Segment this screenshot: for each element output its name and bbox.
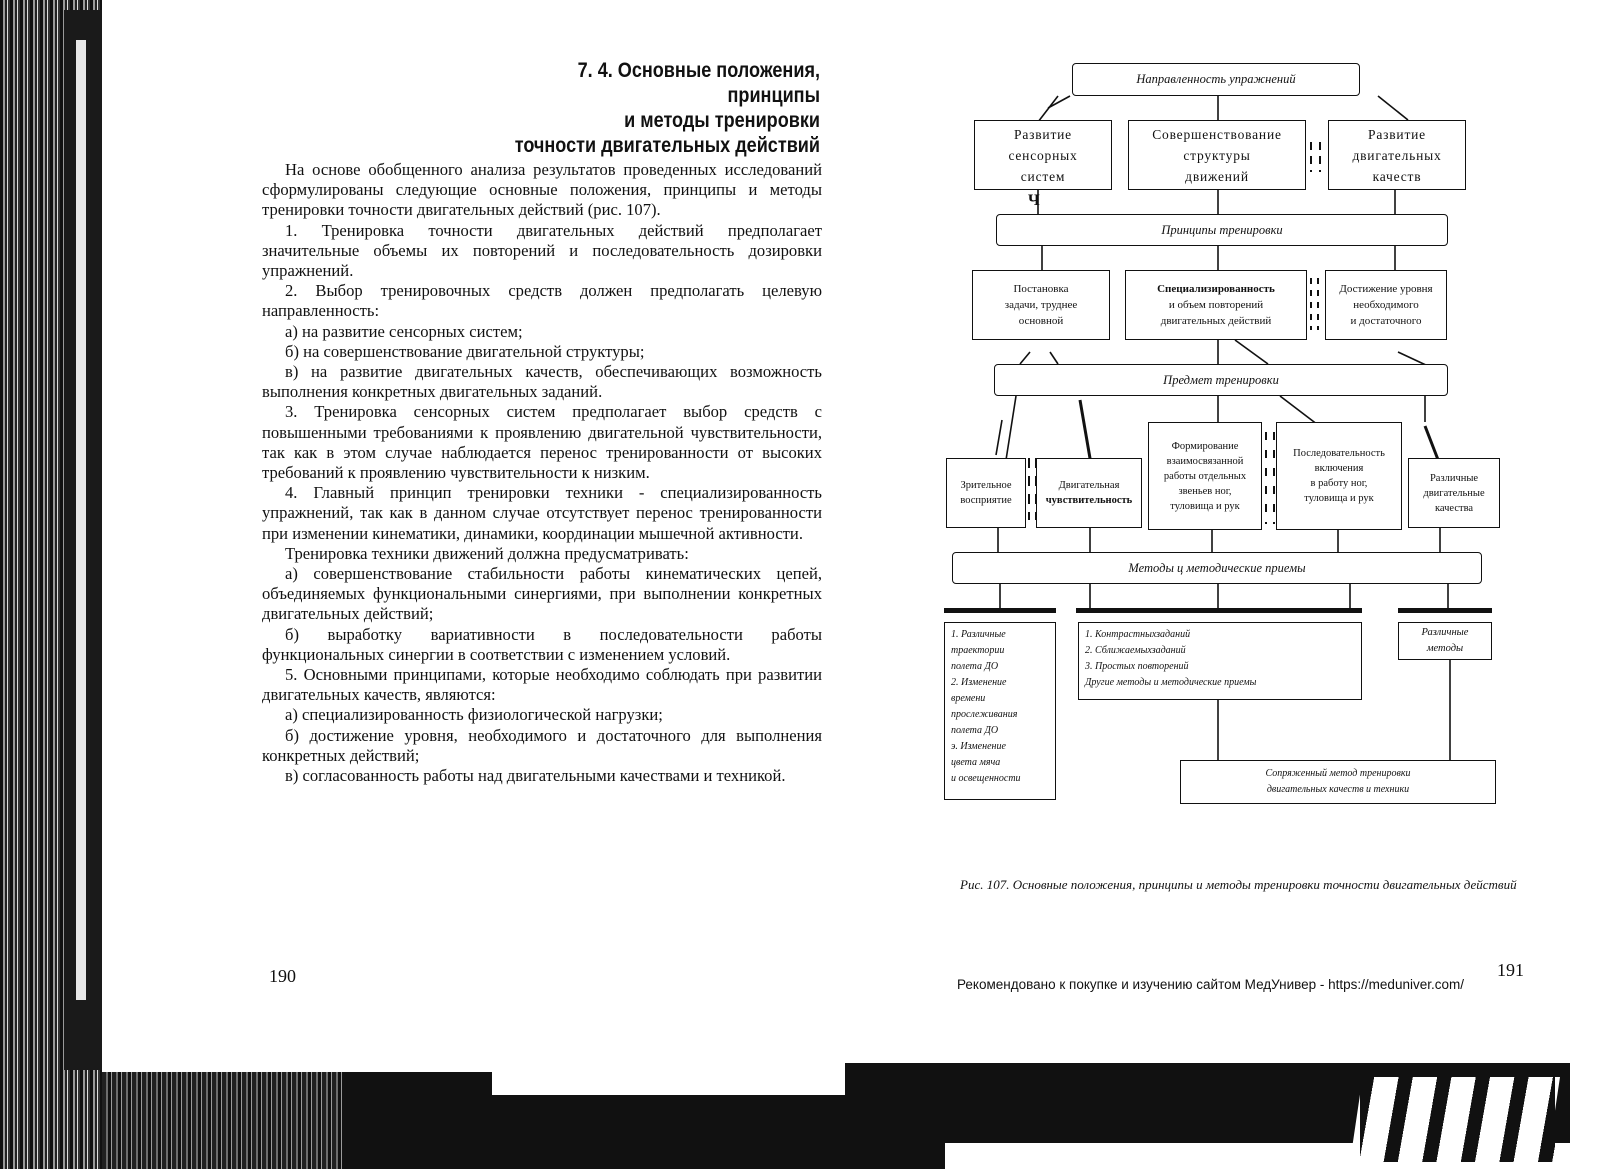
paragraph: в) согласованность работы над двигательными качествами и техникой.: [285, 766, 786, 786]
method-item: полета ДО: [951, 661, 999, 672]
divider-bar: [944, 608, 1056, 613]
method-item: 3. Простых повторений: [1085, 661, 1189, 672]
box-text: двигательных: [1352, 147, 1442, 163]
paragraph: а) совершенствование стабильности работы кинематических цепей, объединяемых функциональными синергиями, при выполнении конкретных двигательных действий;: [262, 564, 822, 624]
box-text: взаимосвязанной: [1166, 455, 1244, 467]
box-text: работы отдельных: [1163, 470, 1247, 482]
method-item: 1. Различные: [951, 629, 1006, 640]
footer-note: Рекомендовано к покупке и изучению сайтом МедУнивер - https://meduniver.com/: [957, 977, 1464, 992]
box-text: необходимого: [1353, 299, 1419, 311]
box-text: качеств: [1372, 168, 1422, 184]
box-text: Развитие: [1368, 126, 1426, 142]
page-number: 191: [1497, 960, 1524, 980]
scan-bottom-shadow: [845, 1063, 945, 1169]
box-text: Достижение уровня: [1339, 283, 1433, 295]
paragraph: На основе обобщенного анализа результатов проведенных исследований сформулированы следующие основные положения, принципы и методы тренировки точности двигательных действий (рис. 107).: [262, 160, 822, 220]
method-item: э. Изменение: [951, 741, 1006, 752]
subject-box-sensitivity: [1036, 458, 1142, 528]
box-text: Сопряженный метод тренировки: [1265, 768, 1411, 779]
paragraph: 4. Главный принцип тренировки техники - специализированность упражнений, так как в данном случае отсутствует перенос тренированности при изменении кинематики, динамики, координации мышечной активности.: [262, 483, 822, 543]
scan-bottom-noise: [102, 1072, 342, 1169]
box-text: сенсорных: [1008, 147, 1078, 163]
subject-box-sequence: [1276, 422, 1402, 530]
method-item: Другие методы и методические приемы: [1085, 677, 1257, 688]
methods-box-sensory: [944, 622, 1056, 800]
box-text: структуры: [1183, 147, 1251, 163]
subject-box-qualities: [1408, 458, 1500, 528]
divider-bar: [1398, 608, 1492, 613]
paragraph: 2. Выбор тренировочных средств должен предполагать целевую направленность:: [262, 281, 822, 321]
box-text: основной: [1018, 315, 1064, 327]
figure-diagram: [950, 60, 1540, 820]
subject-box-visual: [946, 458, 1026, 528]
body-text: [262, 160, 822, 786]
box-text: Различные: [1429, 472, 1479, 484]
divider-bar: [1076, 608, 1362, 613]
box-text: Развитие: [1014, 126, 1072, 142]
method-item: 2. Изменение: [951, 677, 1007, 688]
box-text: Совершенствование: [1152, 126, 1282, 142]
method-item: 1. Контрастныхзаданий: [1085, 629, 1191, 640]
paragraph: 1. Тренировка точности двигательных действий предполагает значительные объемы их повторений и последовательность дозировки упражнений.: [262, 220, 822, 281]
direction-box-sensory: [974, 120, 1112, 190]
box-text: движений: [1185, 168, 1249, 184]
paragraph: б) достижение уровня, необходимого и достаточного для выполнения конкретных действий;: [262, 725, 822, 765]
paragraph: б) на совершенствование двигательной структуры;: [285, 341, 645, 361]
box-text: Последовательность: [1293, 448, 1385, 459]
box-text: двигательных качеств и техники: [1266, 784, 1410, 795]
combined-method-box: [1180, 760, 1496, 804]
figure-caption: Рис. 107. Основные положения, принципы и методы тренировки точности двигательных действий: [960, 877, 1517, 892]
box-text: включения: [1314, 463, 1364, 474]
subject-box-coordination: [1148, 422, 1262, 530]
direction-header: Направленность упражнений: [1072, 63, 1360, 96]
method-item: времени: [951, 693, 986, 704]
box-text: и объем повторений: [1168, 299, 1264, 311]
box-text: туловища и рук: [1304, 493, 1374, 504]
paragraph: а) специализированность физиологической нагрузки;: [285, 705, 663, 725]
box-text: восприятие: [960, 495, 1012, 506]
box-text: качества: [1434, 502, 1474, 514]
box-text: систем: [1020, 168, 1066, 184]
paragraph: б) выработку вариативности в последовательности работы функциональных синергии в соответствии с изменением условий.: [262, 624, 822, 664]
methods-header: Методы ц методические приемы: [952, 552, 1482, 584]
method-item: полета ДО: [951, 725, 999, 736]
paragraph: 3. Тренировка сенсорных систем предполагает выбор средств с повышенными требованиями к проявлению двигательной чувствительности, так как в этом случае наблюдается перенос тренированности от высоких требований к проявлению чувствительности к низким.: [262, 402, 822, 483]
box-text: двигательные: [1423, 487, 1485, 499]
box-text: Двигательная: [1058, 480, 1120, 491]
scan-edge-artifact: [1360, 1077, 1555, 1162]
subject-header: Предмет тренировки: [994, 364, 1448, 396]
box-text: задачи, труднее: [1004, 299, 1078, 311]
paragraph: в) на развитие двигательных качеств, обеспечивающих возможность выполнения конкретных двигательных заданий.: [262, 362, 822, 402]
scan-bottom-shadow: [490, 1095, 850, 1169]
principle-box-specialization: [1125, 270, 1307, 340]
method-item: прослеживания: [951, 709, 1018, 720]
box-text: Постановка: [1013, 283, 1069, 295]
box-text: в работу ног,: [1310, 478, 1368, 489]
method-item: 2. Сближаемыхзаданий: [1085, 645, 1186, 656]
paragraph: 5. Основными принципами, которые необходимо соблюдать при развитии двигательных качеств, являются:: [262, 665, 822, 705]
method-item: и освещенности: [951, 773, 1021, 784]
section-title-line: 7. 4. Основные положения, принципы: [577, 59, 820, 107]
box-text: звеньев ног,: [1178, 485, 1232, 497]
method-item: цвета мяча: [951, 757, 1001, 768]
principle-box-task: [972, 270, 1110, 340]
box-text: туловища и рук: [1170, 500, 1240, 512]
principles-header: Принципы тренировки: [996, 214, 1448, 246]
box-text: Специализированность: [1157, 283, 1275, 295]
method-item: траектории: [951, 645, 1005, 656]
box-text: и достаточного: [1350, 315, 1422, 327]
box-text: методы: [1426, 643, 1464, 654]
methods-box-qualities: [1398, 622, 1492, 660]
box-text: Зрительное: [960, 480, 1012, 491]
box-text: двигательных действий: [1160, 315, 1272, 327]
direction-box-qualities: [1328, 120, 1466, 190]
principle-box-level: [1325, 270, 1447, 340]
section-title-line: и методы тренировки: [624, 109, 820, 132]
stray-mark: Ч: [1028, 192, 1040, 209]
box-text: Различные: [1421, 627, 1469, 638]
page-number: 190: [269, 966, 296, 986]
section-title: [493, 58, 820, 158]
scan-binding-highlight: [76, 40, 86, 1000]
box-text: Формирование: [1171, 440, 1239, 452]
paragraph: Тренировка техники движений должна предусматривать:: [285, 543, 689, 563]
paragraph: а) на развитие сенсорных систем;: [285, 321, 523, 341]
methods-box-technique: [1078, 622, 1362, 700]
box-text: чувствительность: [1045, 495, 1133, 506]
section-title-line: точности двигательных действий: [514, 134, 820, 157]
direction-box-structure: [1128, 120, 1306, 190]
